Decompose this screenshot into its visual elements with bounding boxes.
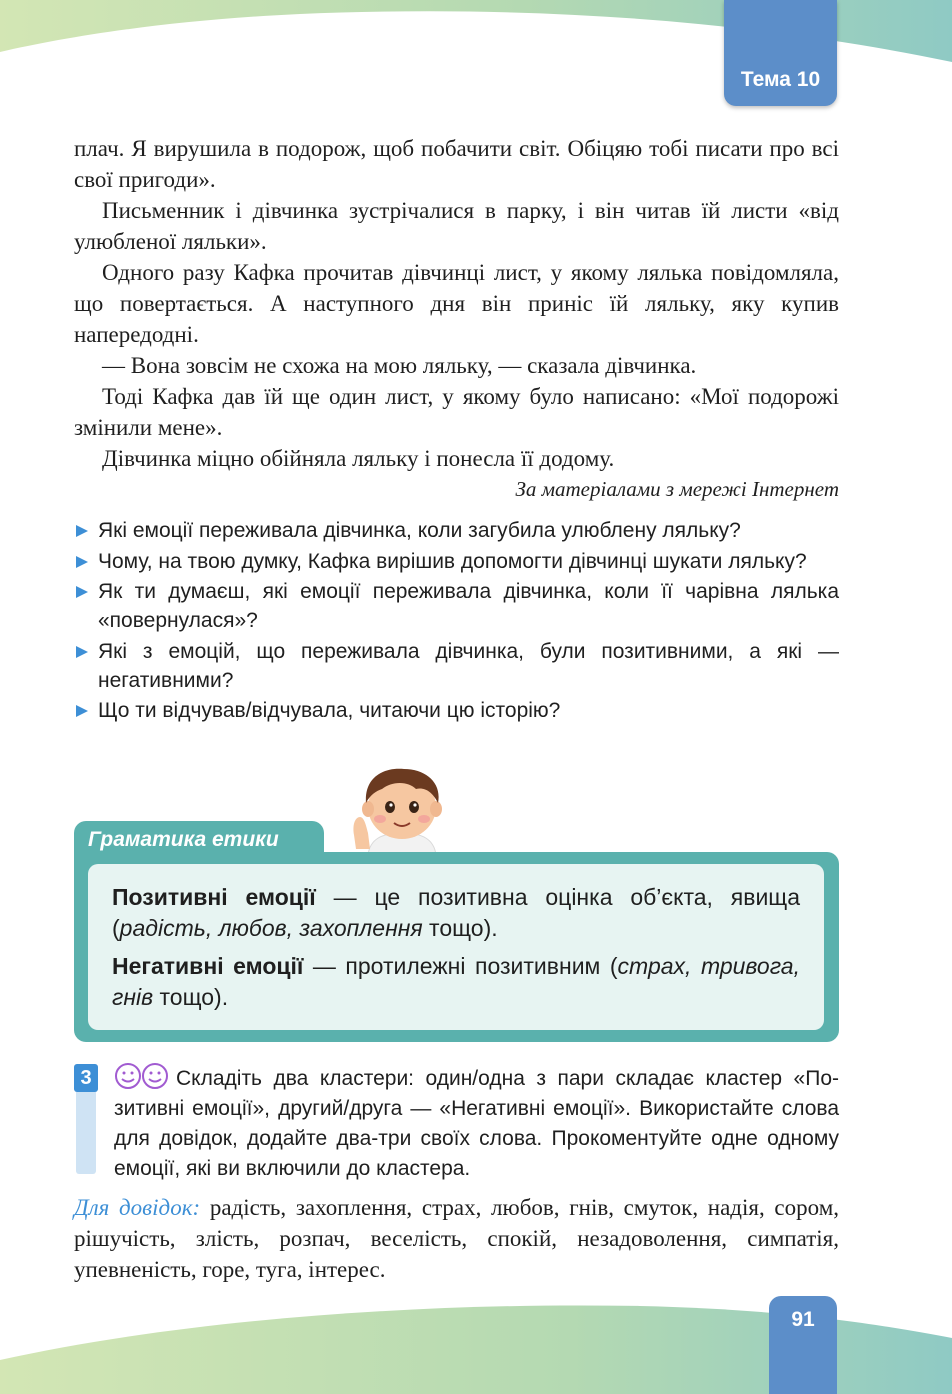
story-source: За матеріалами з мережі Інтернет bbox=[515, 477, 839, 501]
question-text: Які емоції переживала дівчинка, коли загубила улюблену ляльку? bbox=[98, 519, 741, 542]
bullet-triangle-icon bbox=[76, 556, 88, 568]
question-text: Як ти думаєш, які емоції переживала дівчинка, коли її чарівна лялька «повернулася»? bbox=[98, 580, 839, 632]
negative-examples: страх, тривога, гнів bbox=[112, 953, 800, 1010]
definition-text: — це позитивна оцінка об’єкта, явища ( bbox=[112, 884, 801, 941]
question-item bbox=[74, 577, 839, 635]
story-paragraph: Одного разу Кафка прочитав дівчинці лист, у якому лялька повідомляла, що повертається. А наступного дня він приніс їй ляльку, яку купив напередодні. bbox=[74, 260, 839, 347]
question-text: Які з емоцій, що переживала дівчинка, були позитивними, а які — негативними? bbox=[98, 639, 839, 692]
question-item bbox=[74, 516, 839, 545]
bullet-triangle-icon bbox=[76, 525, 88, 537]
page-number: 91 bbox=[791, 1308, 815, 1331]
pair-work-icon bbox=[114, 1062, 170, 1090]
story-paragraph: Дівчинка міцно обійняла ляльку і понесла її додому. bbox=[102, 446, 615, 471]
question-text: Чому, на твою думку, Кафка вирішив допомогти дівчинці шукати ляльку? bbox=[98, 549, 807, 573]
question-text: Що ти відчував/відчувала, читаючи цю історію? bbox=[98, 699, 561, 722]
definition-end: тощо). bbox=[422, 915, 498, 941]
task-bar bbox=[76, 1092, 96, 1174]
grammar-box bbox=[74, 852, 839, 1042]
story-text bbox=[74, 133, 839, 505]
task-number: 3 bbox=[74, 1064, 98, 1092]
reference-label: Для довідок: bbox=[74, 1195, 201, 1220]
bullet-triangle-icon bbox=[76, 705, 88, 717]
positive-definition bbox=[112, 882, 800, 944]
theme-label: Тема 10 bbox=[740, 68, 821, 91]
question-item bbox=[74, 637, 839, 695]
positive-examples: радість, любов, захоплення bbox=[119, 915, 423, 941]
theme-tab bbox=[724, 0, 837, 106]
definition-text: — протилежні позитивним ( bbox=[303, 953, 618, 979]
bullet-triangle-icon bbox=[76, 586, 88, 598]
story-paragraph: Письменник і дівчинка зустрічалися в парку, і він читав їй листи «від улюбленої ляльки». bbox=[74, 198, 839, 254]
bullet-triangle-icon bbox=[76, 646, 88, 658]
grammar-content bbox=[88, 864, 824, 1030]
story-paragraph: Тоді Кафка дав їй ще один лист, у якому було написано: «Мої подорожі змінили мене». bbox=[74, 384, 839, 440]
negative-definition bbox=[112, 951, 800, 1013]
grammar-tab-label: Граматика етики bbox=[88, 828, 279, 851]
task-text bbox=[114, 1062, 839, 1184]
positive-term: Позитивні емоції bbox=[112, 884, 316, 910]
reference-words bbox=[74, 1192, 839, 1285]
question-item bbox=[74, 547, 839, 576]
story-paragraph: — Вона зовсім не схожа на мою ляльку, — сказала дівчинка. bbox=[102, 353, 697, 378]
boy-illustration bbox=[346, 763, 458, 855]
question-list bbox=[74, 516, 839, 727]
story-paragraph: плач. Я вирушила в подорож, щоб побачити світ. Обіцяю тобі писати про всі свої пригоди». bbox=[74, 136, 839, 192]
reference-list: радість, захоплення, страх, любов, гнів, смуток, надія, сором, рішучість, злість, розпач, веселість, спокій, незадоволення, симпатія, упевненість, горе, туга, інтерес. bbox=[74, 1195, 840, 1282]
question-item bbox=[74, 696, 839, 725]
task-instruction: Складіть два кластери: один/одна з пари складає кластер «Позитивні емоції», другий/друга — «Негативні емоції». Використайте слова для довідок, додайте два-три своїх слова. Прокоментуйте одне одному емоції, які ви включили до кластера. bbox=[114, 1067, 839, 1180]
negative-term: Негативні емоції bbox=[112, 953, 304, 979]
page-number-tab bbox=[769, 1296, 837, 1394]
definition-end: тощо). bbox=[153, 984, 229, 1010]
